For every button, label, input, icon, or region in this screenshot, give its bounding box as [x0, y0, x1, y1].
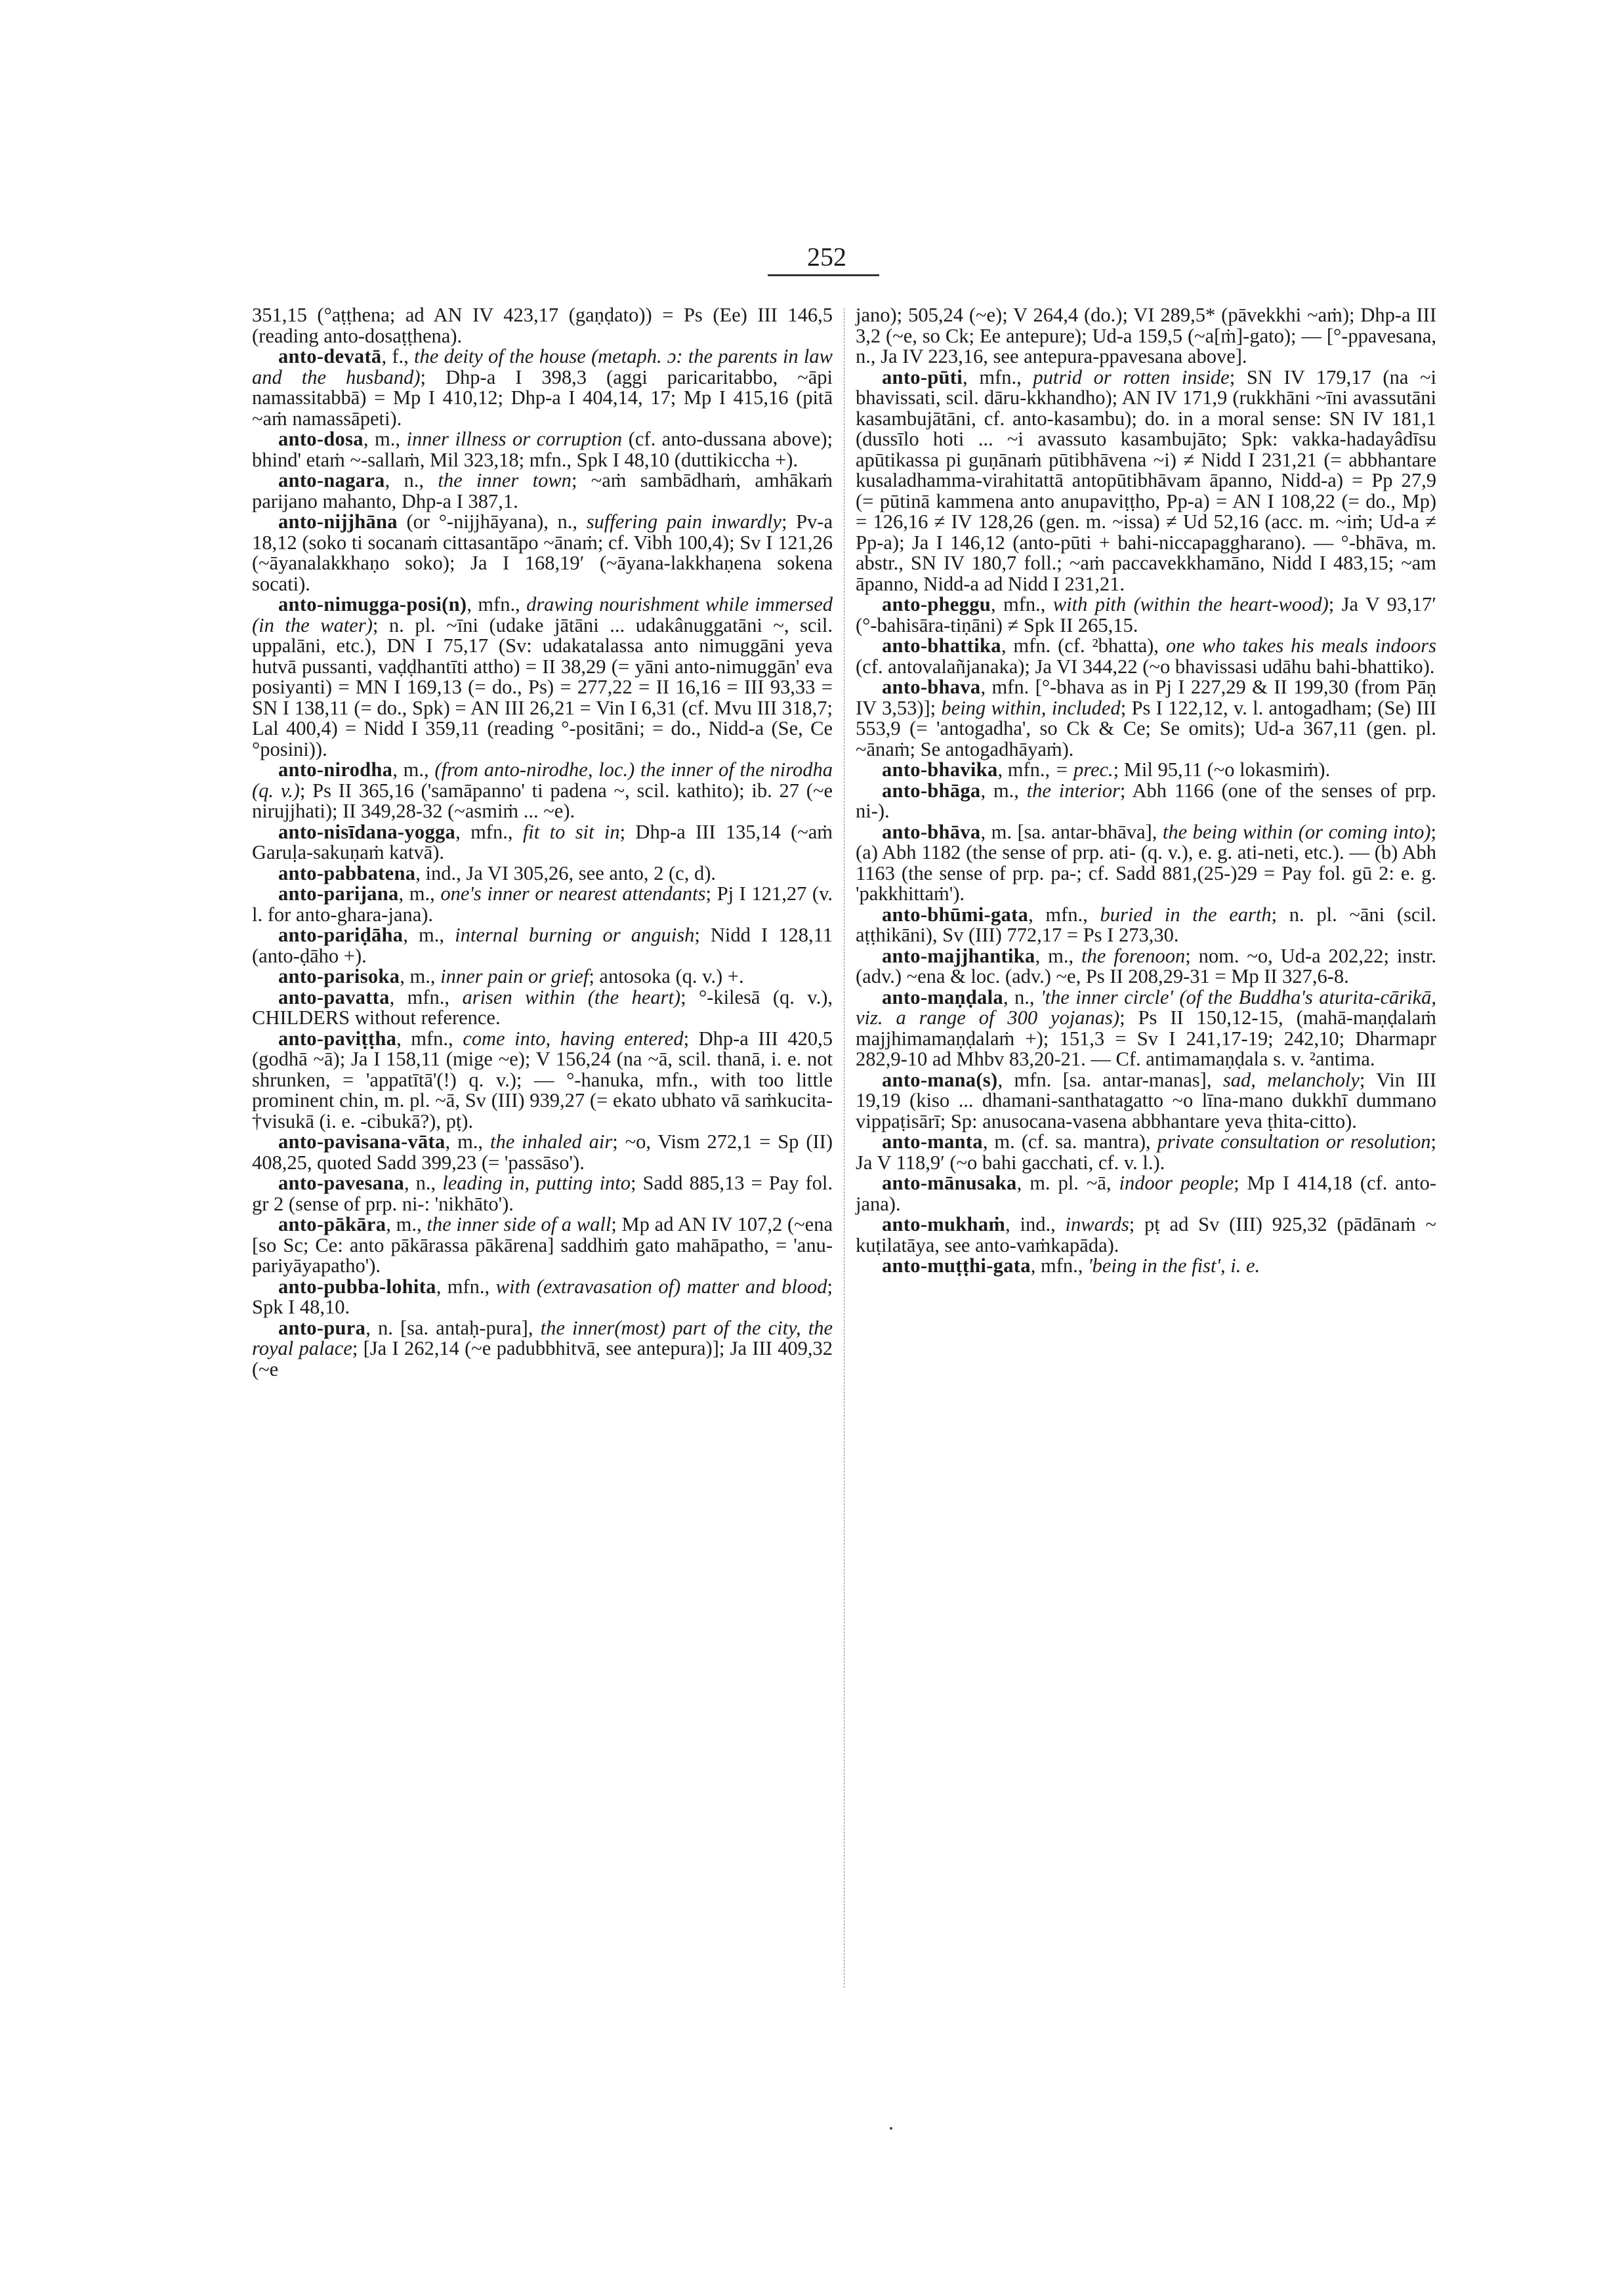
- headword: anto-bhavika: [882, 758, 998, 781]
- definition: 'the inner circle' (of the Buddha's aturita-cārikā, viz. a range of 300 yojanas): [856, 985, 1437, 1029]
- dictionary-entry: [252, 884, 833, 925]
- grammar-note: , m.,: [400, 965, 441, 987]
- citations: ; Ps I 122,12, v. l. antogadham; (Se) III 553,9 (= 'antogadha', so Ck & Ce; Se omits); Ud-a 367,11 (gen. pl. ~ānaṁ; Se antogadhāyaṁ).: [856, 696, 1436, 760]
- grammar-note: , m.,: [363, 428, 407, 450]
- citations: ; Dhp-a III 135,14 (~aṁ Garuḷa-sakuṇaṁ katvā).: [252, 820, 833, 863]
- grammar-note: , m. pl. ~ā,: [1016, 1172, 1119, 1194]
- definition: inner pain or grief: [440, 965, 589, 987]
- dictionary-entry: [856, 1214, 1436, 1256]
- grammar-note: , mfn. (cf. ²bhatta),: [1001, 634, 1166, 657]
- grammar-note: , n.,: [1003, 985, 1041, 1008]
- headword: anto-manta: [882, 1130, 983, 1153]
- dictionary-entry: [252, 1214, 833, 1277]
- headword: anto-mana(s): [882, 1068, 998, 1091]
- definition: internal burning or anguish: [455, 924, 695, 946]
- citations: ; Abh 1166 (one of the senses of prp. ni-).: [856, 779, 1436, 822]
- dictionary-entry: [856, 760, 1436, 781]
- dictionary-entry: [252, 429, 833, 470]
- citations: ; antosoka (q. v.) +.: [589, 965, 744, 987]
- citations: Ja VI 305,26, see anto, 2 (c, d).: [466, 861, 716, 884]
- grammar-note: , mfn.,: [455, 820, 523, 843]
- headword: anto-pabbatena: [278, 861, 416, 884]
- headword: anto-mukhaṁ: [882, 1213, 1006, 1235]
- dictionary-entry: [252, 1173, 833, 1214]
- dictionary-entry: [856, 1256, 1436, 1277]
- dictionary-entry: [252, 863, 833, 884]
- headword: anto-dosa: [278, 428, 364, 450]
- grammar-note: , m.,: [980, 779, 1027, 802]
- citations: ; Ja V 93,17′ (°-bahisāra-tiṇāni) ≠ Spk II 265,15.: [856, 593, 1436, 636]
- citations: ; n. pl. ~īni (udake jātāni ... udakânuggatāni ~, scil. uppalāni, etc.), DN I 75,17 (Sv: udakatalassa anto nimuggāni yeva hutvā pussanti, vaḍḍhantīti attho) = II 38,29 (= yāni anto-nimuggān' eva posiyanti) = MN I 169,13 (= do., Ps) = 277,22 = II 16,16 = III 93,33 = SN I 138,11 (= do., Spk) = AN III 26,21 = Vin I 6,31 (cf. Mvu III 318,7; Lal 400,4) = Nidd I 359,11 (reading °-positāni; = do., Nidd-a (Se, Ce °posini)).: [252, 613, 833, 760]
- headword: anto-bhava: [882, 676, 981, 698]
- definition: the deity of the house (metaph. ɔ: the parents in law and the husband): [252, 345, 833, 388]
- headword: anto-bhattika: [882, 634, 1001, 657]
- citations: (cf. anto-dussana above); bhind' etaṁ ~-sallaṁ, Mil 323,18; mfn., Spk I 48,10 (duttikiccha +).: [252, 428, 833, 471]
- definition: drawing nourishment while immersed (in the water): [252, 593, 833, 636]
- headword: anto-pariḍāha: [278, 924, 404, 946]
- definition: 'being in the fist', i. e.: [1088, 1254, 1260, 1277]
- right-column: [856, 305, 1436, 1277]
- citations: ; [Ja I 262,14 (~e padubbhitvā, see antepura)]; Ja III 409,32 (~e: [252, 1337, 833, 1380]
- dictionary-entry: [252, 470, 833, 512]
- headword: anto-majjhantika: [882, 944, 1035, 967]
- citations: ; Sadd 885,13 = Pay fol. gr 2 (sense of prp. ni-: 'nikhāto').: [252, 1172, 833, 1215]
- headword: anto-pubba-lohita: [278, 1275, 436, 1298]
- dictionary-entry: [856, 1070, 1436, 1132]
- headword: anto-mānusaka: [882, 1172, 1017, 1194]
- citations: ; Vin III 19,19 (kiso ... dhamani-santhatagatto ~o līna-mano dukkhī dummano vippaṭisārī; Sp: anusocana-vasena abbhantare yeva ṭhita-citto).: [856, 1068, 1436, 1132]
- definition: with (extravasation of) matter and blood: [495, 1275, 827, 1298]
- dictionary-entry: [252, 987, 833, 1029]
- citations: ; Mp ad AN IV 107,2 (~ena [so Sc; Ce: anto pākārassa pākārena] saddhiṁ gato mahāpatho, = 'anu-pariyāyapatho').: [252, 1213, 833, 1277]
- definition: the inner town: [438, 469, 572, 491]
- grammar-note: , mfn.,: [1030, 1254, 1089, 1277]
- dictionary-entry: [252, 594, 833, 760]
- definition: the inhaled air: [489, 1130, 613, 1153]
- citations: jano); 505,24 (~e); V 264,4 (do.); VI 289,5* (pāvekkhi ~aṁ); Dhp-a III 3,2 (~e, so Ck; Ee antepure); Ud-a 159,5 (~a[ṁ]-gato); — [°-ppavesana, n., Ja IV 223,16, see antepura-ppavesana above].: [856, 304, 1436, 367]
- headword: anto-bhāga: [882, 779, 981, 802]
- dictionary-entry: [252, 1318, 833, 1380]
- definition: arisen within (the heart): [462, 985, 681, 1008]
- grammar-note: , mfn. [sa. antar-manas],: [997, 1068, 1223, 1091]
- definition: buried in the earth: [1100, 903, 1272, 926]
- grammar-note: , m.,: [403, 924, 455, 946]
- citations: ; (a) Abh 1182 (the sense of prp. ati- (q. v.), e. g. ati-neti, etc.). — (b) Abh 1163 (the sense of prp. pa-; cf. Sadd 881,(25-)29 = Pay fol. gū 2: e. g. 'pakkhittaṁ').: [856, 820, 1436, 905]
- definition: one's inner or nearest attendants: [440, 882, 706, 905]
- citations: ; Pj I 121,27 (v. l. for anto-ghara-jana).: [252, 882, 833, 926]
- dictionary-entry: [856, 367, 1436, 595]
- citations: ; Nidd I 128,11 (anto-ḍāho +).: [252, 924, 833, 967]
- headword: anto-maṇḍala: [882, 985, 1003, 1008]
- citations: ; Dhp-a III 420,5 (godhā ~ā); Ja I 158,11 (mige ~e); V 156,24 (na ~ā, scil. thanā, i. e. not shrunken, = 'appatītā'(!) q. v.); — °-hanuka, mfn., with too little prominent chin, m. pl. ~ā, Sv (III) 939,27 (= ekato ubhato vā saṁkucita-†visukā (i. e. -cibukā?), pṭ).: [252, 1027, 833, 1132]
- grammar-note: (or °-nijjhāyana), n.,: [397, 510, 587, 533]
- headword: anto-parisoka: [278, 965, 400, 987]
- dictionary-entry: [252, 760, 833, 822]
- grammar-note: , mfn.,: [396, 1027, 463, 1050]
- definition: come into, having entered: [463, 1027, 684, 1050]
- grammar-note: , mfn.,: [436, 1275, 496, 1298]
- print-speck: [890, 2127, 892, 2130]
- citations: ; Ja V 118,9′ (~o bahi gacchati, cf. v. l.).: [856, 1130, 1436, 1174]
- definition: (from anto-nirodhe, loc.) the inner of the nirodha (q. v.): [252, 758, 833, 802]
- grammar-note: , m. (cf. sa. mantra),: [982, 1130, 1157, 1153]
- dictionary-entry: [856, 594, 1436, 636]
- definition: fit to sit in: [522, 820, 620, 843]
- dictionary-entry: [856, 905, 1436, 946]
- grammar-note: , mfn.,: [963, 365, 1033, 388]
- dictionary-entry: [252, 1132, 833, 1173]
- grammar-note: , mfn.,: [389, 985, 463, 1008]
- headword: anto-pura: [278, 1316, 366, 1339]
- page-number-rule: [768, 274, 879, 276]
- dictionary-entry: [856, 677, 1436, 760]
- headword: anto-pūti: [882, 365, 963, 388]
- definition: the inner side of a wall: [427, 1213, 612, 1235]
- headword: anto-pheggu: [882, 593, 991, 615]
- citations: ; Pv-a 18,12 (soko ti socanaṁ cittasantāpo ~ānaṁ; cf. Vibh 100,4); Sv I 121,26 (~āyanalakkhaṇo soko); Ja I 168,19′ (~āyana-lakkhaṇena sokena socati).: [252, 510, 833, 595]
- citations: 351,15 (°aṭṭhena; ad AN IV 423,17 (gaṇḍato)) = Ps (Ee) III 146,5 (reading anto-dosaṭṭhena).: [252, 304, 833, 347]
- definition: the forenoon: [1081, 944, 1186, 967]
- dictionary-entry: [856, 822, 1436, 905]
- definition: inwards: [1065, 1213, 1129, 1235]
- grammar-note: , m.,: [445, 1130, 490, 1153]
- headword: anto-nimugga-posi(n): [278, 593, 467, 615]
- headword: anto-pavatta: [278, 985, 390, 1008]
- grammar-note: , mfn.,: [467, 593, 527, 615]
- definition: one who takes his meals indoors: [1165, 634, 1436, 657]
- grammar-note: , m.,: [398, 882, 441, 905]
- left-column: [252, 305, 833, 1380]
- citations: ; Mil 95,11 (~o lokasmiṁ).: [1113, 758, 1331, 781]
- dictionary-entry: [252, 1277, 833, 1318]
- citations: ; Ps II 150,12-15, (mahā-maṇḍalaṁ majjhimamaṇḍalaṁ +); 151,3 = Sv I 241,17-19; 242,10; Dharmapr 282,9-10 ad Mhbv 83,20-21. — Cf. antimamaṇḍala s. v. ²antima.: [856, 1006, 1436, 1070]
- dictionary-entry: [252, 966, 833, 987]
- definition: private consultation or resolution: [1157, 1130, 1431, 1153]
- grammar-note: , m.,: [392, 758, 435, 781]
- definition: suffering pain inwardly: [586, 510, 781, 533]
- headword: anto-pākāra: [278, 1213, 386, 1235]
- headword: anto-nagara: [278, 469, 385, 491]
- definition: putrid or rotten inside: [1033, 365, 1230, 388]
- dictionary-entry: [856, 987, 1436, 1070]
- citations: ; Ps II 365,16 ('samāpanno' ti padena ~, scil. kathito); ib. 27 (~e nirujjhati); II 349,28-32 (~asmiṁ ... ~e).: [252, 779, 833, 822]
- grammar-note: , mfn.,: [997, 758, 1055, 781]
- dictionary-entry: [252, 925, 833, 966]
- dictionary-entry: [856, 946, 1436, 987]
- dictionary-entry: [252, 822, 833, 863]
- definition: the interior: [1026, 779, 1120, 802]
- grammar-note: , ind.,: [415, 861, 467, 884]
- grammar-note: , m.,: [1035, 944, 1082, 967]
- definition: inner illness or corruption: [406, 428, 623, 450]
- headword: anto-nirodha: [278, 758, 393, 781]
- headword: anto-nisīdana-yogga: [278, 820, 456, 843]
- grammar-note: , n.,: [404, 1172, 443, 1194]
- entry-continuation: [252, 305, 833, 346]
- entry-continuation: [856, 305, 1436, 367]
- dictionary-entry: [856, 636, 1436, 677]
- dictionary-entry: [856, 1132, 1436, 1173]
- definition: sad, melancholy: [1222, 1068, 1360, 1091]
- grammar-note: , mfn.,: [1028, 903, 1100, 926]
- dictionary-entry: [252, 512, 833, 594]
- headword: anto-bhūmi-gata: [882, 903, 1029, 926]
- page-number: 252: [807, 242, 846, 272]
- headword: anto-parijana: [278, 882, 399, 905]
- citations: ; °-kilesā (q. v.), CHILDERS without reference.: [252, 985, 833, 1029]
- definition: with pith (within the heart-wood): [1052, 593, 1329, 615]
- citations: (cf. antovalañjanaka); Ja VI 344,22 (~o bhavissasi udāhu bahi-bhattiko).: [856, 655, 1435, 678]
- headword: anto-pavisana-vāta: [278, 1130, 446, 1153]
- definition: the being within (or coming into): [1162, 820, 1431, 843]
- headword: anto-muṭṭhi-gata: [882, 1254, 1031, 1277]
- citations: ; Mp I 414,18 (cf. anto-jana).: [856, 1172, 1436, 1215]
- dictionary-entry: [856, 781, 1436, 822]
- grammar-note: , n. [sa. antaḥ-pura],: [365, 1316, 541, 1339]
- grammar-note: , f.,: [381, 345, 415, 367]
- grammar-note: , n.,: [385, 469, 438, 491]
- citations: ; nom. ~o, Ud-a 202,22; instr. (adv.) ~ena & loc. (adv.) ~e, Ps II 208,29-31 = Mp II 327,6-8.: [856, 944, 1437, 987]
- dictionary-entry: [252, 346, 833, 429]
- citations: ; Spk I 48,10.: [252, 1275, 833, 1318]
- grammar-note: , m. [sa. antar-bhāva],: [980, 820, 1163, 843]
- definition: being within, included: [941, 696, 1121, 719]
- citations: ; SN IV 179,17 (na ~i bhavissati, scil. dāru-kkhandho); AN IV 171,9 (rukkhāni ~īni avassutāni kasambujātāni, cf. anto-kasambu); do. in a moral sense: SN IV 181,1 (dussīlo hoti ... ~i avassuto kasambujāto; Spk: vakka-hadayâdīsu apūtikassa pi guṇānaṁ pūtibhāvena ~i) ≠ Nidd I 231,21 (= abbhantare kusaladhamma-virahitattā antopūtibhāvam āpanno, Nidd-a) = Pp 27,9 (= pūtinā kammena anto anupaviṭṭho, Pp-a) = AN I 108,22 (= do., Mp) = 126,16 ≠ IV 128,26 (gen. m. ~issa) ≠ Ud 52,16 (acc. m. ~iṁ; Ud-a ≠ Pp-a); Ja I 146,12 (anto-pūti + bahi-niccapaggharano). — °-bhāva, m. abstr., SN IV 180,7 foll.; ~aṁ paccavekkhamāno, Nidd I 483,15; ~am āpanno, Nidd-a ad Nidd I 231,21.: [856, 365, 1437, 595]
- definition: leading in, putting into: [442, 1172, 631, 1194]
- grammar-note: , ind.,: [1005, 1213, 1066, 1235]
- citations: ; ~o, Vism 272,1 = Sp (II) 408,25, quoted Sadd 399,23 (= 'passāso').: [252, 1130, 833, 1174]
- dictionary-entry: [856, 1173, 1436, 1214]
- grammar-note: , mfn. [°-bhava as in Pj I 227,29 & II 199,30 (from Pāṇ IV 3,53)];: [856, 676, 1436, 719]
- definition: the inner(most) part of the city, the royal palace: [252, 1316, 833, 1359]
- headword: anto-devatā: [278, 345, 382, 367]
- headword: anto-pavesana: [278, 1172, 405, 1194]
- grammar-note: , m.,: [386, 1213, 427, 1235]
- citations: ; pṭ ad Sv (III) 925,32 (pādānaṁ ~ kuṭilatāya, see anto-vaṁkapāda).: [856, 1213, 1436, 1256]
- headword: anto-bhāva: [882, 820, 981, 843]
- dictionary-entry: [252, 1029, 833, 1132]
- headword: anto-paviṭṭha: [278, 1027, 397, 1050]
- citations: ; ~aṁ sambādhaṁ, amhākaṁ parijano mahanto, Dhp-a I 387,1.: [252, 469, 833, 512]
- definition: = prec.: [1054, 758, 1114, 781]
- citations: ; Dhp-a I 398,3 (aggi paricaritabbo, ~āpi namassitabbā) = Mp I 410,12; Dhp-a I 404,14, 17; Mp I 415,16 (pitā ~aṁ namassāpeti).: [252, 365, 833, 430]
- grammar-note: , mfn.,: [991, 593, 1053, 615]
- definition: indoor people: [1119, 1172, 1234, 1194]
- citations: ; n. pl. ~āni (scil. aṭṭhikāni), Sv (III) 772,17 = Ps I 273,30.: [856, 903, 1436, 946]
- headword: anto-nijjhāna: [278, 510, 398, 533]
